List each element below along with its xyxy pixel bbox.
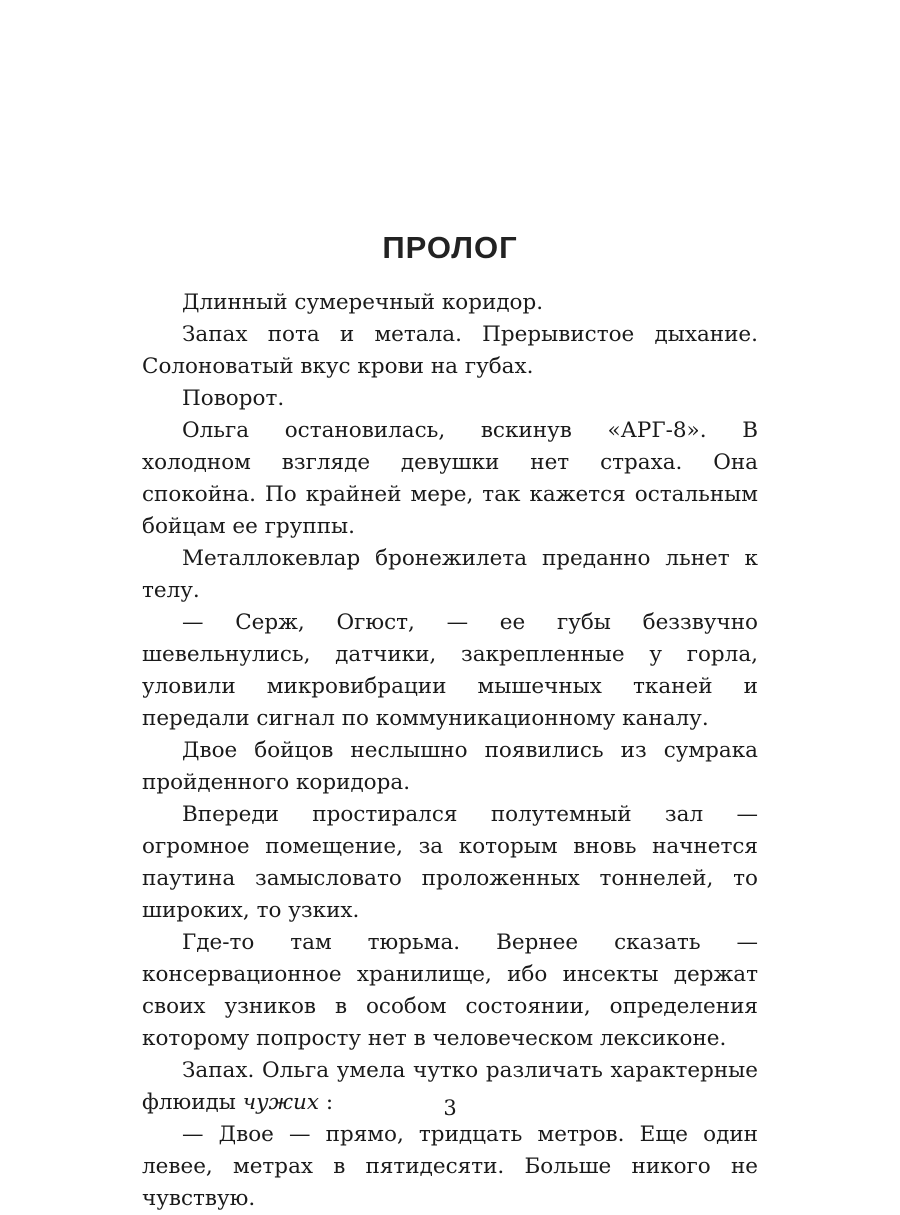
paragraph: Длинный сумеречный коридор. — [182, 290, 544, 315]
paragraph: Металлокевлар бронежилета преданно льнет к телу. — [142, 546, 758, 603]
paragraph: — Серж, Огюст, — ее губы беззвучно шевельнулись, датчики, закрепленные у горла, уловили микровибрации мышечных тканей и передали сигнал по коммуникационному каналу. — [142, 610, 758, 731]
paragraph: Где-то там тюрьма. Вернее сказать — консервационное хранилище, ибо инсекты держат своих узников в особом состоянии, определения которому попросту нет в человеческом лексиконе. — [142, 930, 758, 1051]
scent-punct: : — [318, 1090, 334, 1115]
paragraph: Впереди простирался полутемный зал — огромное помещение, за которым вновь начнется паутина замысловато проложенных тоннелей, то широких, то узких. — [142, 802, 758, 923]
chapter-title: ПРОЛОГ — [382, 230, 518, 265]
page-number: 3 — [443, 1096, 457, 1120]
paragraph: Поворот. — [182, 386, 285, 411]
scent-text: Запах. Ольга умела чутко различать характерные флюиды — [142, 1058, 758, 1115]
paragraph: Двое бойцов неслышно появились из сумрака пройденного коридора. — [142, 738, 758, 795]
italic-term: чужих — [242, 1090, 319, 1115]
paragraph: Запах пота и метала. Прерывистое дыхание. Солоноватый вкус крови на губах. — [142, 322, 758, 379]
paragraph-final: — Двое — прямо, тридцать метров. Еще один левее, метрах в пятидесяти. Больше никого не чувствую. — [142, 1122, 758, 1211]
paragraph: Ольга остановилась, вскинув «АРГ-8». В холодном взгляде девушки нет страха. Она спокойна. По крайней мере, так кажется остальным бойцам ее группы. — [142, 418, 758, 539]
chapter-text — [142, 287, 758, 1215]
